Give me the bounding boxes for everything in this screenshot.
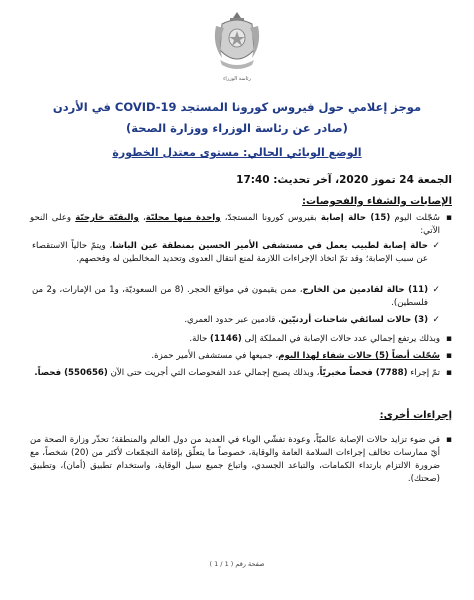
section-heading-infections: الإصابات والشفاء والفحوصات: [302,196,452,207]
case-item-truck-drivers: (3) حالات لسائقي شاحنات أردنيّين، قادمين عبر حدود العمري. [184,315,428,325]
briefing-subtitle: (صادر عن رئاسة الوزراء ووزارة الصحة) [126,121,348,135]
briefing-title: موجز إعلامي حول فيروس كورونا المستجد COVID-19 في الأردن [52,100,422,114]
section-heading-other-measures: إجراءات أخرى: [379,410,452,421]
check-mark-icon: ✓ [432,285,440,295]
lab-tests: تمّ إجراء (7788) فحصاً مخبريّاً، وبذلك يصبح إجمالي عدد الفحوصات التي أجريت حتى الآن (550656) فحصاً. [34,368,440,378]
infections-intro: سُجّلت اليوم (15) حالة إصابة بفيروس كورونا المستجدّ، واحدة منها محليّة، والبقيّة خارجيّة وعلى النحو الآتي: [30,213,440,236]
bullet-mark: ▪ [445,351,452,361]
bullet-mark: ▪ [445,213,452,223]
bullet-mark: ▪ [445,435,452,445]
check-mark-icon: ✓ [432,241,440,251]
date-and-update-time: الجمعة 24 تموز 2020، آخر تحديث: 17:40 [236,174,452,186]
bullet-mark: ▪ [445,368,452,378]
recovered-cases: سُجّلت أيضاً (5) حالات شفاء لهذا اليوم، جميعها في مستشفى الأمير حمزة. [151,351,440,361]
jordan-coat-of-arms-icon [212,10,262,76]
epidemic-status: الوضع الوبائي الحالي: مستوى معتدل الخطورة [112,146,362,159]
page-number-footer: صفحة رقم ( 1 / 1 ) [209,560,265,568]
case-item-arrivals: (11) حالة لقادمين من الخارج، ممن يقيمون في مواقع الحجر. (8 من السعوديّة، و1 من الإمارات، و2 من فلسطين). [32,285,428,308]
bullet-mark: ▪ [445,334,452,344]
measures-paragraph: في ضوء تزايد حالات الإصابة عالميّاً، وعودة تفشّي الوباء في العديد من دول العالم والمنطقة؛ تحذّر وزارة الصحة من أيّ ممارسات تخالف إجراءات السلامة العامة والوقاية، خصوصاً ما يتعلّق بإقامة التجمّعات لأكثر من (20) شخصاً، مع ضرورة الالتزام بارتداء الكمامات، والتباعد الجسدي، واتباع جميع سبل الوقاية، واستخدام تطبيق (أمان)، وتطبيق (صحتك). [30,435,440,484]
total-cases: وبذلك يرتفع إجمالي عدد حالات الإصابة في المملكة إلى (1146) حالة. [189,334,440,344]
check-mark-icon: ✓ [432,315,440,325]
case-item-doctor: حالة إصابة لطبيب يعمل في مستشفى الأمير الحسين بمنطقة عين الباشا، ويتمّ حالياً الاستقصاء عن سبب الإصابة؛ وقد تمّ اتخاذ الإجراءات اللازمة لمنع انتقال العدوى وتحديد المخالطين له وفحصهم. [32,241,428,264]
crest-caption: رئاسة الوزراء [223,76,251,82]
